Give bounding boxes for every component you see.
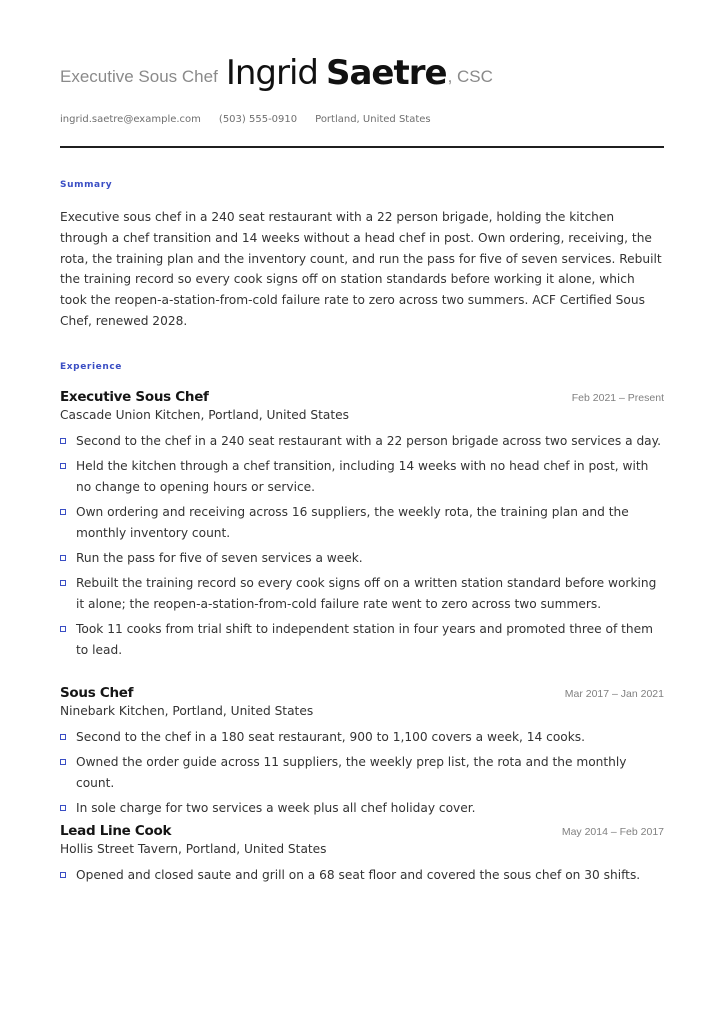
email: ingrid.saetre@example.com — [60, 114, 201, 125]
first-name: Ingrid — [225, 53, 318, 93]
list-item: Took 11 cooks from trial shift to independent station in four years and promoted three of them to lead. — [60, 619, 664, 660]
experience-heading: Experience — [60, 362, 122, 372]
square-bullet-icon — [60, 734, 66, 740]
job-bullets — [60, 431, 664, 660]
last-name: Saetre — [325, 53, 447, 93]
job-entry — [60, 389, 664, 665]
job-bullets — [60, 727, 664, 819]
job-company: Cascade Union Kitchen, Portland, United States — [60, 408, 349, 422]
square-bullet-icon — [60, 805, 66, 811]
job-company: Ninebark Kitchen, Portland, United States — [60, 704, 314, 718]
location: Portland, United States — [315, 114, 431, 125]
list-item: Owned the order guide across 11 suppliers, the weekly prep list, the rota and the monthly count. — [60, 752, 664, 793]
list-item: Rebuilt the training record so every cook signs off on a written station standard before working it alone; the reopen-a-station-from-cold failure rate went to zero across two summers. — [60, 573, 664, 614]
square-bullet-icon — [60, 580, 66, 586]
job-role: Lead Line Cook — [60, 823, 172, 839]
credential: , CSC — [447, 67, 493, 86]
square-bullet-icon — [60, 555, 66, 561]
job-dates: Mar 2017 – Jan 2021 — [564, 688, 664, 700]
square-bullet-icon — [60, 438, 66, 444]
list-item: In sole charge for two services a week plus all chef holiday cover. — [60, 798, 664, 818]
list-item: Second to the chef in a 180 seat restaurant, 900 to 1,100 covers a week, 14 cooks. — [60, 727, 664, 747]
summary-heading: Summary — [60, 180, 113, 190]
job-role: Sous Chef — [60, 685, 134, 701]
list-item: Held the kitchen through a chef transition, including 14 weeks with no head chef in post, with no change to opening hours or service. — [60, 456, 664, 497]
header-divider — [60, 146, 664, 148]
name-row — [60, 53, 664, 93]
square-bullet-icon — [60, 509, 66, 515]
job-dates: Feb 2021 – Present — [571, 392, 664, 404]
job-title: Executive Sous Chef — [60, 67, 218, 86]
job-role: Executive Sous Chef — [60, 389, 209, 405]
contact-row — [60, 114, 449, 125]
square-bullet-icon — [60, 626, 66, 632]
job-bullets — [60, 865, 664, 885]
square-bullet-icon — [60, 463, 66, 469]
job-entry — [60, 823, 664, 890]
square-bullet-icon — [60, 872, 66, 878]
summary-text: Executive sous chef in a 240 seat restaurant with a 22 person brigade, holding the kitchen through a chef transition and 14 weeks without a head chef in post. Own ordering, receiving, the rota, the training plan and the inventory count, and run the pass for five of seven services. Rebuilt the training record so every cook signs off on station standards before working it alone, which took the reopen-a-station-from-cold failure rate to zero across two summers. ACF Certified Sous Chef, renewed 2028. — [60, 210, 662, 328]
square-bullet-icon — [60, 759, 66, 765]
job-dates: May 2014 – Feb 2017 — [561, 826, 664, 838]
list-item: Second to the chef in a 240 seat restaurant with a 22 person brigade across two services a day. — [60, 431, 664, 451]
list-item: Run the pass for five of seven services a week. — [60, 548, 664, 568]
list-item: Opened and closed saute and grill on a 68 seat floor and covered the sous chef on 30 shifts. — [60, 865, 664, 885]
list-item: Own ordering and receiving across 16 suppliers, the weekly rota, the training plan and the monthly inventory count. — [60, 502, 664, 543]
phone: (503) 555-0910 — [218, 114, 298, 125]
resume-header — [60, 53, 664, 125]
job-entry — [60, 685, 664, 824]
job-company: Hollis Street Tavern, Portland, United States — [60, 842, 327, 856]
